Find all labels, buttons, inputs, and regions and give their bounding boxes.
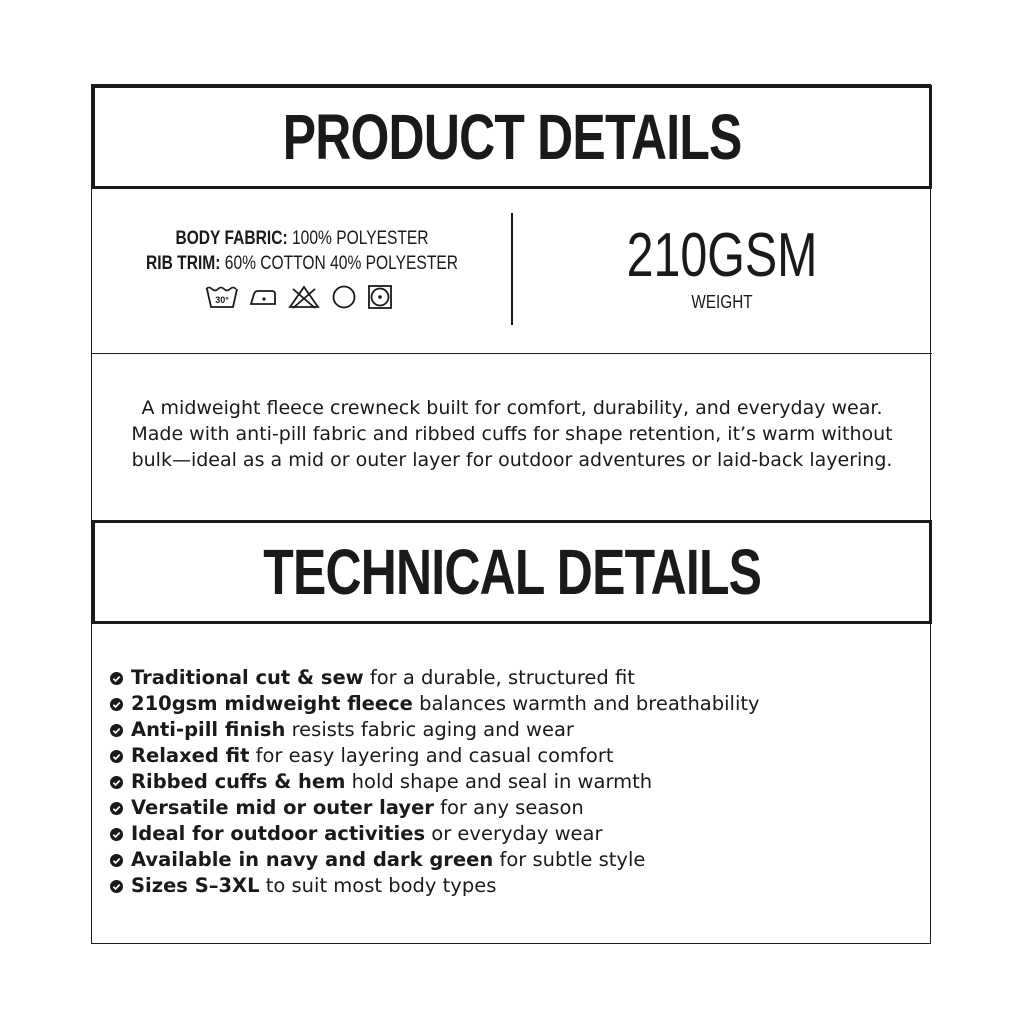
feature-item: [108, 691, 760, 717]
check-circle-icon: [110, 698, 123, 711]
product-details-sheet: [91, 84, 931, 944]
check-circle-icon: [110, 802, 123, 815]
feature-text: balances warmth and breathability: [412, 692, 760, 715]
rib-trim-line: [130, 254, 474, 273]
tumble-dry-icon: [367, 284, 393, 310]
feature-bold: Traditional cut & sew: [131, 666, 364, 689]
body-fabric-value: 100% POLYESTER: [292, 228, 429, 249]
product-details-title: PRODUCT DETAILS: [282, 101, 742, 173]
feature-bold: 210gsm midweight fleece: [131, 692, 413, 715]
weight-label: WEIGHT: [691, 292, 753, 312]
description-line: Made with anti-pill fabric and ribbed cuffs for shape retention, it’s warm without: [131, 423, 893, 445]
feature-item: [108, 873, 760, 899]
product-details-header: [92, 85, 932, 189]
specs-section: [92, 189, 932, 354]
technical-details-header: [92, 520, 932, 624]
feature-bold: Versatile mid or outer layer: [131, 796, 434, 819]
product-description: [92, 353, 932, 520]
rib-trim-value: 60% COTTON 40% POLYESTER: [224, 253, 458, 274]
feature-text: for subtle style: [493, 848, 646, 871]
feature-bold: Available in navy and dark green: [131, 848, 494, 871]
check-circle-icon: [110, 776, 123, 789]
iron-low-icon: [247, 284, 279, 310]
feature-text: hold shape and seal in warmth: [345, 770, 653, 793]
check-circle-icon: [110, 672, 123, 685]
feature-item: [108, 743, 760, 769]
feature-item: [108, 795, 760, 821]
specs-divider: [511, 213, 513, 325]
technical-details-title: TECHNICAL DETAILS: [263, 536, 761, 608]
feature-bold: Anti-pill finish: [131, 718, 286, 741]
feature-item: [108, 847, 760, 873]
check-circle-icon: [110, 724, 123, 737]
body-fabric-label: BODY FABRIC:: [175, 228, 288, 249]
wash-30-icon: [204, 284, 240, 310]
check-circle-icon: [110, 854, 123, 867]
rib-trim-label: RIB TRIM:: [146, 253, 221, 274]
description-line: A midweight fleece crewneck built for comfort, durability, and everyday wear.: [141, 397, 883, 419]
feature-item: [108, 769, 760, 795]
wash-temp-label: 30°: [215, 295, 229, 305]
feature-text: to suit most body types: [259, 874, 497, 897]
feature-item: [108, 665, 760, 691]
feature-item: [108, 821, 760, 847]
check-circle-icon: [110, 750, 123, 763]
feature-text: resists fabric aging and wear: [285, 718, 574, 741]
feature-list: [108, 665, 760, 899]
feature-bold: Relaxed fit: [131, 744, 250, 767]
check-circle-icon: [110, 828, 123, 841]
weight-value: 210GSM: [626, 221, 818, 290]
feature-text: for a durable, structured fit: [363, 666, 635, 689]
feature-bold: Ideal for outdoor activities: [131, 822, 426, 845]
description-line: bulk—ideal as a mid or outer layer for outdoor adventures or laid-back layering.: [131, 449, 893, 471]
fabric-composition: [92, 189, 512, 353]
feature-text: for easy layering and casual comfort: [249, 744, 614, 767]
feature-bold: Ribbed cuffs & hem: [131, 770, 346, 793]
body-fabric-line: [130, 229, 474, 248]
feature-text: for any season: [433, 796, 584, 819]
feature-text: or everyday wear: [425, 822, 603, 845]
no-bleach-icon: [287, 284, 321, 310]
dry-clean-icon: [331, 284, 357, 310]
feature-bold: Sizes S–3XL: [131, 874, 260, 897]
care-icons: [204, 284, 400, 312]
check-circle-icon: [110, 880, 123, 893]
feature-item: [108, 717, 760, 743]
